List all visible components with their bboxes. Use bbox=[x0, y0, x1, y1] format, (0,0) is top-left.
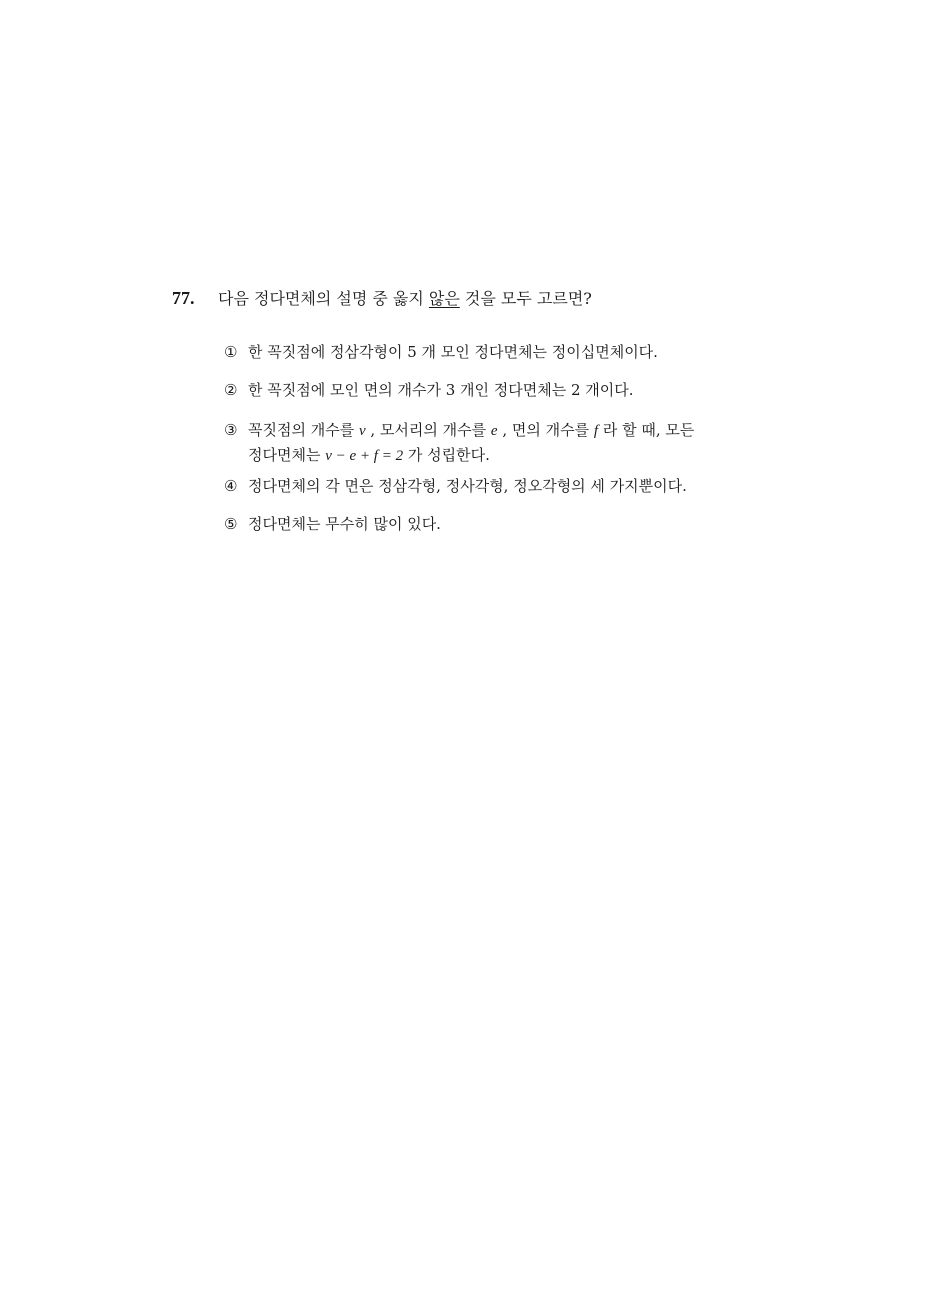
question-text-after: 것을 모두 고르면? bbox=[459, 289, 592, 308]
choice-5-text: 정다면체는 무수히 많이 있다. bbox=[248, 515, 441, 533]
choice-1-text: 한 꼭짓점에 정삼각형이 5 개 모인 정다면체는 정이십면체이다. bbox=[248, 343, 658, 361]
question-text-before: 다음 정다면체의 설명 중 옳지 bbox=[218, 289, 429, 308]
choice-2 bbox=[224, 378, 634, 402]
question-text-underlined: 않은 bbox=[428, 289, 460, 308]
variable-e: e bbox=[490, 423, 498, 439]
choice-1 bbox=[224, 340, 658, 364]
choice-3 bbox=[224, 418, 694, 468]
choice-3-line-1 bbox=[248, 418, 694, 443]
choice-4-text: 정다면체의 각 면은 정삼각형, 정사각형, 정오각형의 세 가지뿐이다. bbox=[248, 477, 687, 495]
choice-4 bbox=[224, 474, 687, 498]
choice-3-text-a: 꼭짓점의 개수를 bbox=[248, 421, 359, 439]
choice-3-text-f: 가 성립한다. bbox=[403, 446, 490, 464]
choice-3-line-2 bbox=[248, 443, 694, 468]
choice-3-text bbox=[248, 418, 694, 468]
variable-f: f bbox=[593, 423, 599, 439]
question-text bbox=[218, 287, 592, 311]
variable-v: v bbox=[358, 423, 366, 439]
choice-3-text-d: 라 할 때, 모든 bbox=[598, 421, 695, 439]
choice-5-mark: ⑤ bbox=[224, 515, 238, 533]
question-number: 77. bbox=[172, 288, 195, 308]
choice-4-mark: ④ bbox=[224, 477, 238, 495]
question-block bbox=[172, 286, 772, 311]
choice-3-mark: ③ bbox=[224, 421, 238, 439]
choice-3-text-e: 정다면체는 bbox=[248, 446, 326, 464]
euler-formula: v − e + f = 2 bbox=[325, 448, 404, 464]
choice-2-text: 한 꼭짓점에 모인 면의 개수가 3 개인 정다면체는 2 개이다. bbox=[248, 381, 634, 399]
choice-3-text-c: , 면의 개수를 bbox=[497, 421, 594, 439]
choice-2-mark: ② bbox=[224, 381, 238, 399]
choice-5 bbox=[224, 512, 441, 536]
choice-1-mark: ① bbox=[224, 343, 238, 361]
choice-3-text-b: , 모서리의 개수를 bbox=[365, 421, 491, 439]
question-stem bbox=[172, 286, 772, 311]
